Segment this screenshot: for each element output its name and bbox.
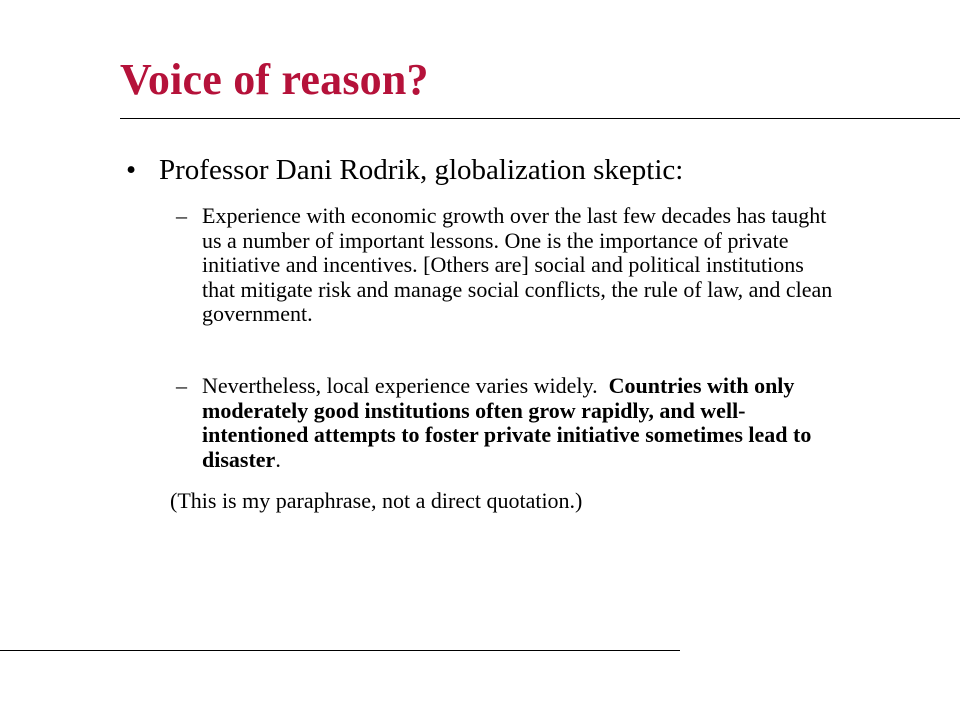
footer-divider	[0, 650, 680, 651]
subpoint-2-tail: .	[275, 446, 281, 472]
title-divider	[120, 118, 960, 119]
subpoint-2-text	[202, 374, 842, 472]
slide-title: Voice of reason?	[120, 55, 429, 104]
dash-icon: –	[176, 373, 187, 398]
bullet-icon: •	[126, 154, 137, 186]
subpoint-2-lead: Nevertheless, local experience varies widely.	[202, 373, 598, 398]
dash-icon: –	[176, 203, 187, 228]
paraphrase-note: (This is my paraphrase, not a direct quotation.)	[170, 488, 583, 513]
main-bullet-text: Professor Dani Rodrik, globalization skeptic:	[159, 154, 684, 186]
subpoint-1-text: Experience with economic growth over the last few decades has taught us a number of important lessons. One is the importance of private initiative and incentives. [Others are] social and political institutions that mitigate risk and manage social conflicts, the rule of law, and clean government.	[202, 203, 833, 326]
subpoint-2-bold: Countries with only moderately good institutions often grow rapidly, and well-intentioned attempts to foster private initiative sometimes lead to disaster	[202, 373, 812, 472]
